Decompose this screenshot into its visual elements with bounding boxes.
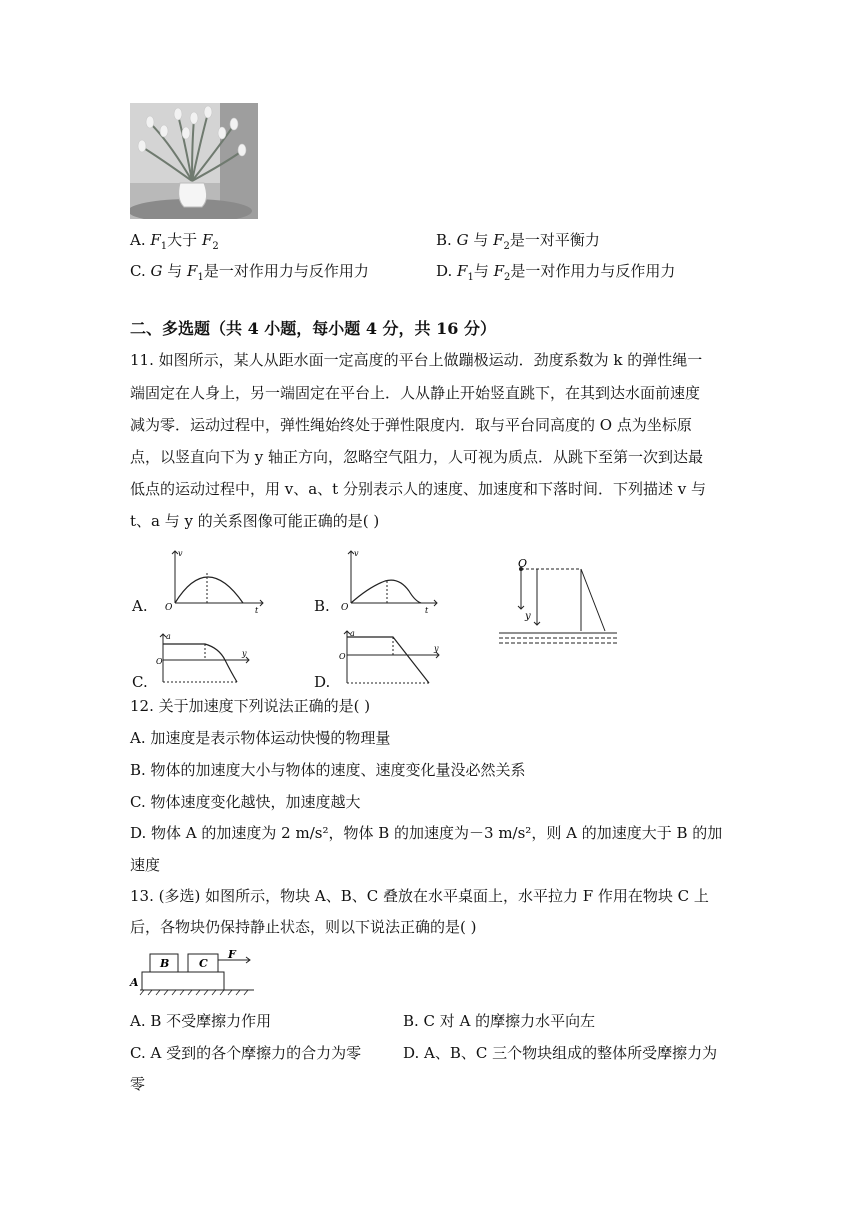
graph-c-origin-label: O xyxy=(156,657,163,666)
graph-d-origin-label: O xyxy=(339,652,346,661)
bungee-platform-diagram xyxy=(495,553,620,653)
q13-option-c: C. A 受到的各个摩擦力的合力为零 xyxy=(130,1044,362,1062)
q13-option-d-line-2: 零 xyxy=(130,1075,146,1093)
q11-option-c-label: C. xyxy=(132,673,148,691)
force-f-label: F xyxy=(228,948,236,961)
q11-option-d-label: D. xyxy=(314,673,331,691)
graph-a-v-label: v xyxy=(178,549,183,558)
q13-option-b: B. C 对 A 的摩擦力水平向左 xyxy=(403,1012,596,1030)
q11-line-5: 低点的运动过程中，用 v、a、t 分别表示人的速度、加速度和下落时间．下列描述 v 与 xyxy=(130,480,706,498)
graph-b-t-label: t xyxy=(425,606,429,615)
q12-option-c: C. 物体速度变化越快，加速度越大 xyxy=(130,793,361,811)
blocks-abc-diagram xyxy=(128,948,268,1000)
q10-option-b: B. G 与 $F_2$是一对平衡力 xyxy=(436,231,600,252)
q12-option-d-line-1: D. 物体 A 的加速度为 2 m/s²，物体 B 的加速度为－3 m/s²，则 A 的加速度大于 B 的加 xyxy=(130,824,723,842)
q13-option-a: A. B 不受摩擦力作用 xyxy=(130,1012,272,1030)
section-2-heading: 二、多选题（共 4 小题，每小题 4 分，共 16 分） xyxy=(130,319,496,338)
q13-option-d-line-1: D. A、B、C 三个物块组成的整体所受摩擦力为 xyxy=(403,1044,718,1062)
graph-d-ay xyxy=(337,627,447,685)
block-c-label: C xyxy=(199,957,208,970)
graph-b-origin-label: O xyxy=(341,603,349,613)
graph-b-vt xyxy=(337,547,452,615)
q11-line-2: 端固定在人身上，另一端固定在平台上．人从静止开始竖直跳下，在其到达水面前速度 xyxy=(130,384,701,402)
diagram-y-label: y xyxy=(525,611,531,622)
q10-option-c: C. G 与 $F_1$是一对作用力与反作用力 xyxy=(130,262,369,283)
q11-option-b-label: B. xyxy=(314,597,330,615)
q10-option-d: D. $F_1$与 $F_2$是一对作用力与反作用力 xyxy=(436,262,676,283)
graph-d-y-label: y xyxy=(434,644,439,653)
graph-c-a-label: a xyxy=(166,632,171,641)
point-o-label: O xyxy=(518,557,528,570)
graph-b-v-label: v xyxy=(354,549,359,558)
block-a xyxy=(142,972,224,990)
graph-a-t-label: t xyxy=(255,606,259,615)
block-b-label: B xyxy=(160,957,170,970)
tulip-vase-photo xyxy=(130,103,258,219)
q11-line-3: 减为零．运动过程中，弹性绳始终处于弹性限度内．取与平台同高度的 O 点为坐标原 xyxy=(130,416,692,434)
q11-option-a-label: A. xyxy=(132,597,148,615)
q12-option-b: B. 物体的加速度大小与物体的速度、速度变化量没必然关系 xyxy=(130,761,526,779)
q12-option-a: A. 加速度是表示物体运动快慢的物理量 xyxy=(130,729,391,747)
q12-option-d-line-2: 速度 xyxy=(130,856,161,874)
q11-line-6: t、a 与 y 的关系图像可能正确的是( ) xyxy=(130,512,380,530)
q13-line-2: 后，各物块仍保持静止状态，则以下说法正确的是( ) xyxy=(130,918,477,936)
graph-d-a-label: a xyxy=(350,629,355,638)
block-a-label: A xyxy=(130,976,139,989)
q11-line-4: 点，以竖直向下为 y 轴正方向，忽略空气阻力，人可视为质点．从跳下至第一次到达最 xyxy=(130,448,704,466)
graph-a-origin-label: O xyxy=(165,603,173,613)
q12-stem: 12. 关于加速度下列说法正确的是( ) xyxy=(130,697,371,715)
q13-line-1: 13. (多选) 如图所示，物块 A、B、C 叠放在水平桌面上，水平拉力 F 作用在物块 C 上 xyxy=(130,887,709,905)
graph-c-ay xyxy=(155,630,255,685)
q11-line-1: 11. 如图所示，某人从距水面一定高度的平台上做蹦极运动．劲度系数为 k 的弹性绳一 xyxy=(130,351,703,369)
graph-a-vt xyxy=(155,547,270,615)
graph-c-y-label: y xyxy=(242,649,247,658)
q10-option-a: A. $F_1$大于 $F_2$ xyxy=(130,231,219,252)
